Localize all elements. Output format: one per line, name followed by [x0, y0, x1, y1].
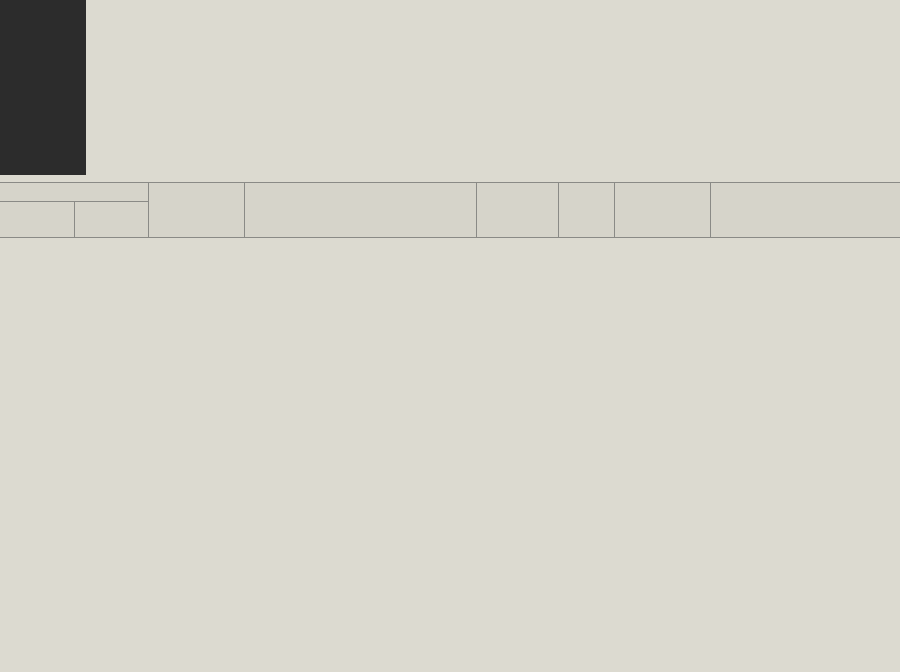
header-col-record	[244, 183, 476, 237]
header-col-report	[0, 183, 148, 237]
header-right-rule	[710, 183, 711, 237]
column-header-band	[0, 182, 900, 238]
header-col-date	[558, 183, 615, 237]
dark-background-edge	[0, 0, 86, 175]
header-col-place	[476, 183, 559, 237]
header-col-remarks	[614, 183, 711, 237]
header-col-authority	[148, 183, 245, 237]
header-col-a-subdivider	[74, 201, 75, 237]
